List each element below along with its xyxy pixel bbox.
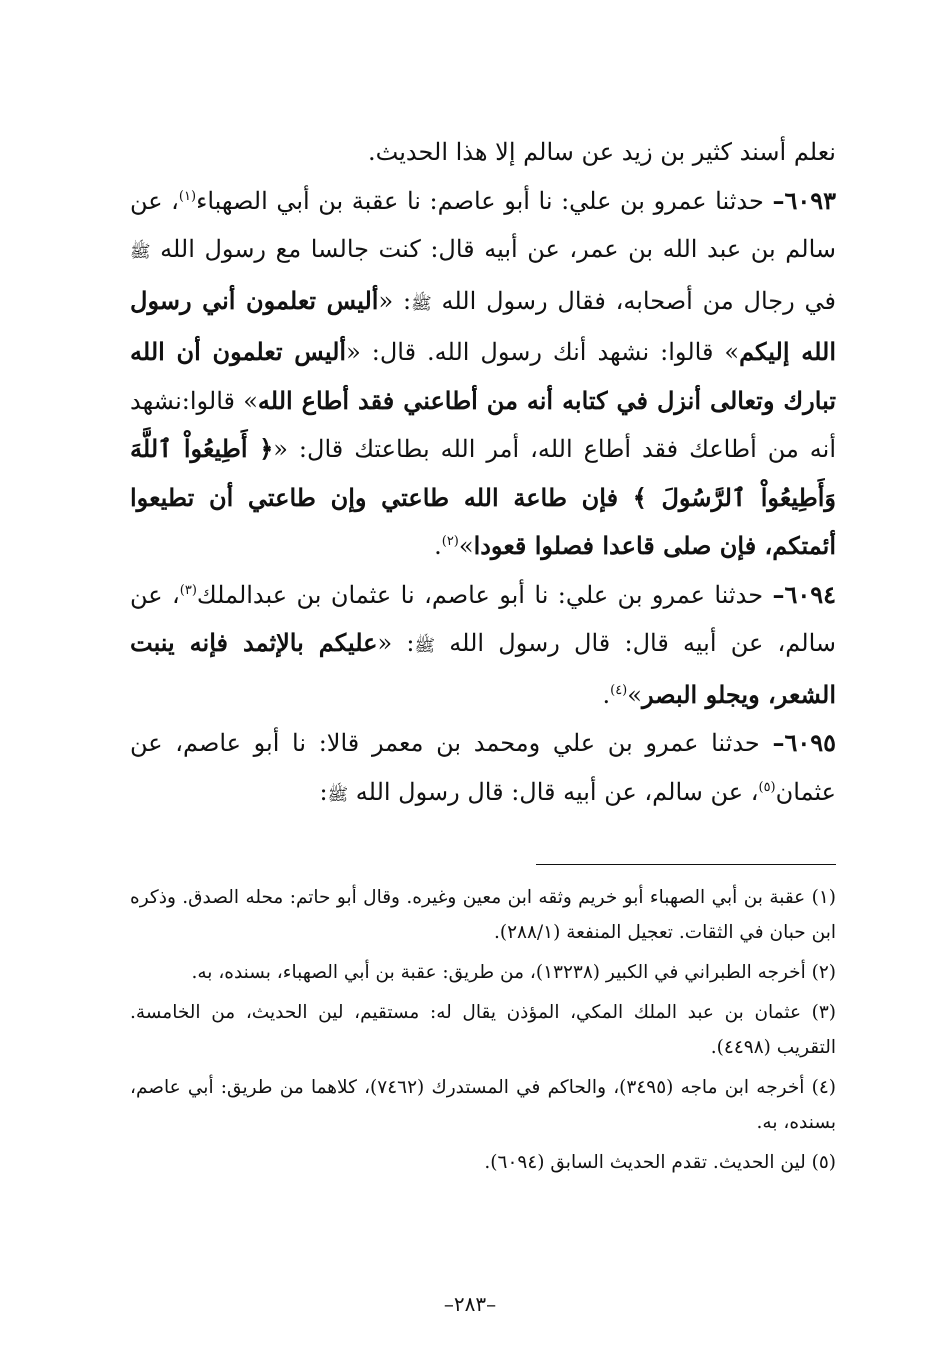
salla-glyph: ﷺ xyxy=(414,636,436,656)
footnote-4: (٤) أخرجه ابن ماجه (٣٤٩٥)، والحاكم في المستدرك (٧٤٦٢)، كلاهما من طريق: أبي عاصم، بسنده، به. xyxy=(130,1077,836,1133)
footnote-ref: (١) xyxy=(178,188,197,204)
prophetic-quote: أليس تعلمون أن الله تبارك وتعالى أنزل في كتابه أنه من أطاعني فقد أطاع الله xyxy=(130,337,837,415)
footnote-ref: (٥) xyxy=(758,779,776,795)
footnote-ref: (٢) xyxy=(441,534,459,549)
hadith-text: حدثنا عمرو بن علي: نا أبو عاصم، نا عثمان بن عبدالملك xyxy=(196,580,773,609)
prophetic-quote: أليس تعلمون أني رسول الله إليكم xyxy=(130,285,836,366)
page-number: –٢٨٣– xyxy=(443,1292,497,1316)
hadith-text: حدثنا عمرو بن علي ومحمد بن معمر قالا: نا أبو عاصم، عن عثمان xyxy=(130,729,836,806)
hadith-text: . xyxy=(434,532,442,560)
footnote-ref: (٤) xyxy=(610,682,628,698)
hadith-number: ٦٠٩٥– xyxy=(772,728,836,757)
hadith-text: حدثنا عمرو بن علي: نا أبو عاصم: نا عقبة بن أبي الصهباء xyxy=(196,186,773,215)
hadith-text: ، عن سالم بن عبد الله بن عمر، عن أبيه قال: كنت جالسا مع رسول الله xyxy=(130,186,836,263)
footnote-1: (١) عقبة بن أبي الصهباء أبو خريم وثقه ابن معين وغيره. وقال أبو حاتم: محله الصدق. وذكره ابن حبان في الثقات. تعجيل المنفعة (٢٨٨/١). xyxy=(130,887,836,943)
footnote-3: (٣) عثمان بن عبد الملك المكي، المؤذن يقال له: مستقيم، لين الحديث، من الخامسة. التقريب (٤٤٩٨). xyxy=(130,1002,836,1058)
hadith-text: . xyxy=(602,680,611,709)
hadith-text: » قالوا: نشهد أنك رسول الله. قال: « xyxy=(346,338,740,366)
footnote-ref: (٣) xyxy=(179,582,197,598)
hadith-text: » xyxy=(627,680,642,709)
hadith-number: ٦٠٩٤– xyxy=(772,579,837,609)
hadith-6094 xyxy=(130,571,836,720)
hadith-number: ٦٠٩٣– xyxy=(772,185,836,215)
hadith-text: ، عن سالم، عن أبيه قال: قال رسول الله xyxy=(130,580,836,657)
hadith-text: » قالوا:نشهد أنه من أطاعك فقد أطاع الله، أمر الله بطاعتك قال: « xyxy=(130,386,836,463)
hadith-text: » xyxy=(458,532,474,560)
footnote-separator xyxy=(536,864,836,865)
salla-glyph: ﷺ xyxy=(411,293,432,314)
hadith-text: في رجال من أصحابه، فقال رسول الله xyxy=(431,286,837,315)
hadith-text: : « xyxy=(378,286,412,315)
hadith-6093 xyxy=(130,177,836,571)
prophetic-quote: عليكم بالإثمد فإنه ينبت الشعر، ويجلو البصر xyxy=(130,628,836,709)
footnote-5: (٥) لين الحديث. تقدم الحديث السابق (٦٠٩٤). xyxy=(484,1152,836,1173)
main-text xyxy=(130,128,836,819)
hadith-text: ، عن سالم، عن أبيه قال: قال رسول الله xyxy=(348,777,759,806)
salla-glyph: ﷺ xyxy=(327,784,349,805)
prophetic-quote: ﴿ أَطِيعُواْ ٱللَّهَ وَأَطِيعُواْ ٱلرَّسُولَ ﴾ فإن طاعة الله طاعتي وإن طاعتي أن تطيعوا أئمتكم، فإن صلى قاعدا فصلوا قعودا xyxy=(130,434,836,560)
footnotes xyxy=(130,880,836,1185)
hadith-6095 xyxy=(130,719,836,819)
hadith-text: : xyxy=(319,777,328,806)
hadith-text: : « xyxy=(377,629,415,657)
footnote-2: (٢) أخرجه الطبراني في الكبير (١٣٢٣٨)، من طريق: عقبة بن أبي الصهباء، بسنده، به. xyxy=(191,962,836,983)
salla-glyph: ﷺ xyxy=(130,242,151,262)
intro-line: نعلم أسند كثير بن زيد عن سالم إلا هذا الحديث. xyxy=(368,138,836,166)
